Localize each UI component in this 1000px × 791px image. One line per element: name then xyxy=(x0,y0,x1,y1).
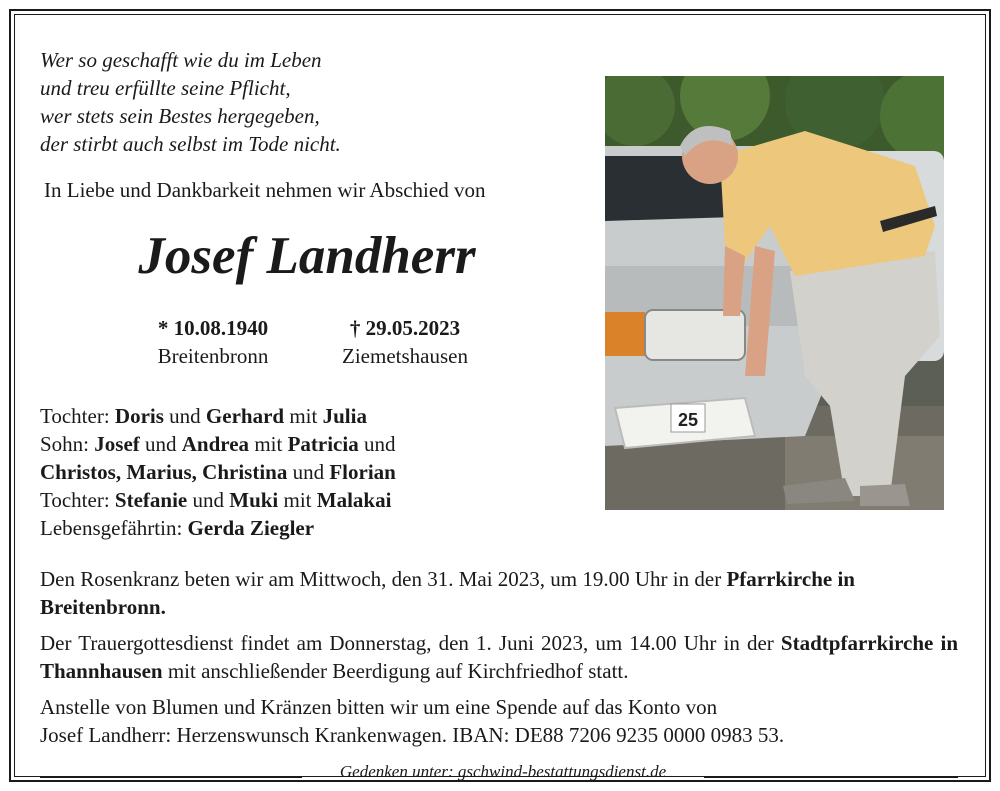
family-line: Sohn: Josef und Andrea mit Patricia und xyxy=(40,432,396,456)
footer-divider-right xyxy=(704,776,958,778)
funeral-notice: Der Trauergottesdienst findet am Donnerstag, den 1. Juni 2023, um 14.00 Uhr in der Stadtpfarrkirche in Thannhausen mit anschließender Beerdigung auf Kirchfriedhof statt. xyxy=(40,631,958,683)
death-block xyxy=(305,315,505,371)
death-place: Ziemetshausen xyxy=(342,344,468,368)
farewell-intro: In Liebe und Dankbarkeit nehmen wir Abschied von xyxy=(44,178,486,202)
deceased-name: Josef Landherr xyxy=(138,227,476,285)
rally-number: 25 xyxy=(677,410,699,430)
death-date: † 29.05.2023 xyxy=(349,316,461,340)
poem xyxy=(40,46,580,158)
family-line: Lebensgefährtin: Gerda Ziegler xyxy=(40,516,315,540)
family-list xyxy=(40,402,600,542)
donation-line: Josef Landherr: Herzenswunsch Krankenwagen. IBAN: DE88 7206 9235 0000 0983 53. xyxy=(40,723,785,747)
poem-line: Wer so geschafft wie du im Leben xyxy=(40,48,322,72)
family-line: Christos, Marius, Christina und Florian xyxy=(40,460,396,484)
poem-line: der stirbt auch selbst im Tode nicht. xyxy=(40,132,341,156)
donation-notice xyxy=(40,693,958,749)
birth-place: Breitenbronn xyxy=(157,344,269,368)
donation-line: Anstelle von Blumen und Kränzen bitten wir um eine Spende auf das Konto von xyxy=(40,695,718,719)
family-line: Tochter: Stefanie und Muki mit Malakai xyxy=(40,488,392,512)
family-line: Tochter: Doris und Gerhard mit Julia xyxy=(40,404,367,428)
rosary-notice: Den Rosenkranz beten wir am Mittwoch, den 31. Mai 2023, um 19.00 Uhr in der Pfarrkirche in Breitenbronn. xyxy=(40,567,855,619)
poem-line: und treu erfüllte seine Pflicht, xyxy=(40,76,291,100)
footer-divider-left xyxy=(40,776,302,778)
memorial-link[interactable]: Gedenken unter: gschwind-bestattungsdienst.de xyxy=(339,762,667,781)
portrait-photo xyxy=(605,76,944,510)
birth-date: * 10.08.1940 xyxy=(157,316,269,340)
birth-block xyxy=(113,315,313,371)
poem-line: wer stets sein Bestes hergegeben, xyxy=(40,104,320,128)
